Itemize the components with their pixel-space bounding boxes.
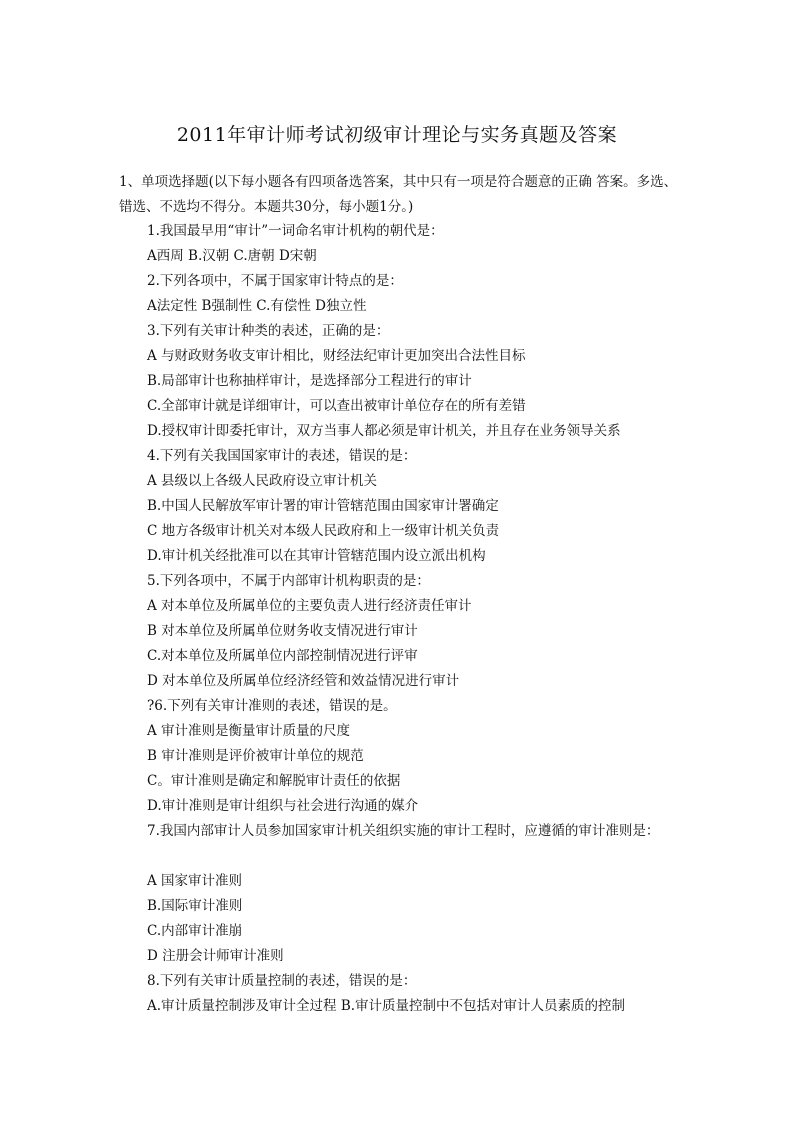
answer-options-2: A法定性 B强制性 C.有偿性 D独立性 (147, 298, 367, 314)
question-2: 2.下列各项中，不属于国家审计特点的是： (147, 273, 403, 289)
question-8: 8.下列有关审计质量控制的表述，错误的是： (147, 973, 417, 989)
option-3c: C.全部审计就是详细审计，可以查出被审计单位存在的所有差错 (147, 398, 526, 414)
document-title: 2011年审计师考试初级审计理论与实务真题及答案 (176, 124, 618, 146)
option-5c: C.对本单位及所属单位内部控制情况进行评审 (147, 648, 418, 664)
section-intro: 1、单项选择题(以下每小题各有四项备选答案，其中只有一项是符合题意的正确 答案。多选、错选、不选均不得分。本题共30分，每小题1分。) (119, 174, 678, 215)
options-8ab: A.审计质量控制涉及审计全过程 B.审计质量控制中不包括对审计人员素质的控制 (147, 998, 626, 1014)
question-7: 7.我国内部审计人员参加国家审计机关组织实施的审计工程时，应遵循的审计准则是： (147, 823, 660, 839)
question-3: 3.下列有关审计种类的表述，正确的是： (147, 323, 390, 339)
answer-options-1: A西周 B.汉朝 C.唐朝 D宋朝 (147, 248, 317, 264)
option-6a: A 审计准则是衡量审计质量的尺度 (147, 723, 351, 739)
option-5a: A 对本单位及所属单位的主要负责人进行经济责任审计 (147, 598, 472, 614)
option-7d: D 注册会计师审计准则 (147, 948, 284, 964)
option-3d: D.授权审计即委托审计，双方当事人都必须是审计机关，并且存在业务领导关系 (147, 423, 621, 439)
option-4b: B.中国人民解放军审计署的审计管辖范围由国家审计署确定 (147, 498, 499, 514)
option-5b: B 对本单位及所属单位财务收支情况进行审计 (147, 623, 418, 639)
option-6b: B 审计准则是评价被审计单位的规范 (147, 748, 364, 764)
option-4c: C 地方各级审计机关对本级人民政府和上一级审计机关负责 (147, 523, 500, 539)
option-4a: A 县级以上各级人民政府设立审计机关 (147, 473, 378, 489)
question-6: ?6.下列有关审计准则的表述，错误的是。 (147, 698, 397, 714)
question-4: 4.下列有关我国国家审计的表述，错误的是： (147, 448, 417, 464)
option-4d: D.审计机关经批准可以在其审计管辖范围内设立派出机构 (147, 548, 486, 564)
option-5d: D 对本单位及所属单位经济经管和效益情况进行审计 (147, 673, 460, 689)
option-7a: A 国家审计准则 (147, 873, 243, 889)
option-3b: B.局部审计也称抽样审计，是选择部分工程进行的审计 (147, 373, 472, 389)
option-7c: C.内部审计准崩 (147, 923, 243, 939)
option-6c: C。审计准则是确定和解脱审计责任的依据 (147, 773, 401, 789)
question-1: 1.我国最早用“审计”一词命名审计机构的朝代是： (147, 223, 444, 239)
option-7b: B.国际审计准则 (147, 898, 243, 914)
question-5: 5.下列各项中，不属于内部审计机构职责的是： (147, 573, 430, 589)
option-6d: D.审计准则是审计组织与社会进行沟通的媒介 (147, 798, 419, 814)
option-3a: A 与财政财务收支审计相比，财经法纪审计更加突出合法性目标 (147, 348, 526, 364)
